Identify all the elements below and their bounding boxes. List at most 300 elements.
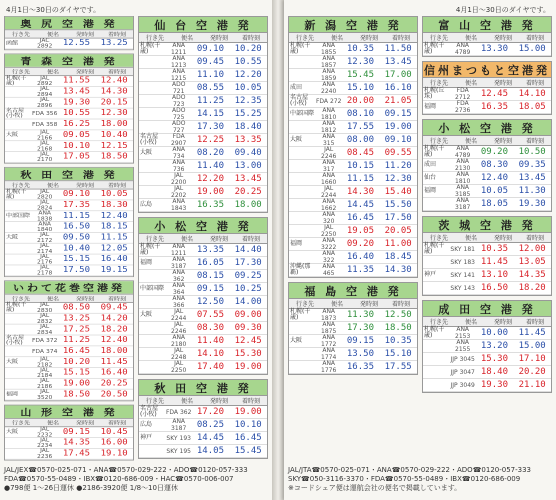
departure-time: 15.10 <box>346 83 374 93</box>
flight-number: JAL 3520 <box>37 388 53 401</box>
arrival-time: 18.50 <box>100 152 128 162</box>
flight-number: JAL 2232 <box>37 426 53 439</box>
arrival-time: 11.45 <box>100 357 128 367</box>
column-header: 行き先 <box>145 236 164 243</box>
departure-time: 14.45 <box>346 200 374 210</box>
destination: 札幌(千歳) <box>6 188 27 200</box>
column-header: 発時刻 <box>209 398 228 405</box>
flight-number: JAL 2168 <box>37 140 53 152</box>
section-title: いわて花巻空港発 <box>5 281 133 294</box>
column-header: 行き先 <box>295 35 314 42</box>
departure-time: 17.05 <box>62 152 90 162</box>
table-row <box>289 121 417 134</box>
section-title: 信州まつもと空港発 <box>424 63 550 77</box>
book-gutter <box>272 0 284 500</box>
table-row <box>5 211 133 222</box>
airport-section <box>422 16 552 57</box>
flight-number: JAL 2184 <box>37 367 53 379</box>
destination: 札幌(千歳) <box>424 42 445 55</box>
airport-section <box>138 16 268 213</box>
column-header: 着時刻 <box>241 35 260 42</box>
departure-time: 10.15 <box>346 161 374 171</box>
table-row <box>289 238 417 251</box>
column-header: 発時刻 <box>75 31 94 38</box>
arrival-time: 20.50 <box>100 390 128 399</box>
arrival-time: 18.45 <box>384 252 412 262</box>
column-header: 便名 <box>330 35 343 42</box>
table-row <box>5 255 133 266</box>
column-header: 便名 <box>464 319 477 326</box>
departure-time: 18.50 <box>62 390 90 399</box>
flight-number: JAL 2892 <box>37 75 53 87</box>
departure-time: 12.30 <box>346 57 374 67</box>
departure-time: 14.10 <box>196 349 224 359</box>
departure-time: 09.50 <box>62 233 90 243</box>
flight-number: ANA 317 <box>322 159 336 173</box>
destination: 成田 <box>290 84 303 91</box>
departure-time: 16.50 <box>62 222 90 232</box>
departure-time: 19.30 <box>480 380 508 390</box>
arrival-time: 09.55 <box>384 148 412 158</box>
arrival-time: 17.30 <box>234 258 262 268</box>
arrival-time: 10.45 <box>100 427 128 437</box>
left-column-1 <box>4 16 134 464</box>
flight-number: SKY 181 <box>450 245 475 253</box>
column-header: 行き先 <box>145 398 164 405</box>
table-row <box>289 95 417 108</box>
departure-time: 14.05 <box>196 446 224 456</box>
table-row <box>423 198 551 211</box>
column-header: 便名 <box>180 35 193 42</box>
flight-number: ADO 721 <box>171 81 186 95</box>
flight-number: ANA 1843 <box>171 198 187 212</box>
right-page <box>284 0 556 500</box>
flight-number: ANA 2155 <box>455 339 471 353</box>
flight-number: JAL 2894 <box>37 86 53 98</box>
departure-time: 16.50 <box>480 283 508 293</box>
arrival-time: 19.30 <box>518 199 546 209</box>
airport-section <box>422 119 552 212</box>
flight-number: SKY 183 <box>450 258 475 266</box>
departure-time: 08.20 <box>196 148 224 158</box>
departure-time: 19.00 <box>196 187 224 197</box>
table-row <box>5 314 133 325</box>
column-header: 行き先 <box>11 69 30 76</box>
departure-time: 17.40 <box>196 362 224 372</box>
departure-time: 15.45 <box>346 70 374 80</box>
arrival-time: 09.00 <box>234 310 262 320</box>
destination: 札幌(千歳) <box>6 75 27 87</box>
flight-number: ANA 734 <box>172 146 186 160</box>
arrival-time: 13.00 <box>234 161 262 171</box>
departure-time: 17.20 <box>196 407 224 417</box>
airport-section <box>422 61 552 115</box>
table-row <box>139 309 267 322</box>
table-row <box>289 361 417 374</box>
table-row <box>139 43 267 56</box>
departure-time: 08.25 <box>196 420 224 430</box>
departure-time: 10.20 <box>62 357 90 367</box>
destination: 福岡 <box>424 103 437 110</box>
arrival-time: 19.00 <box>234 407 262 417</box>
departure-time: 08.45 <box>346 148 374 158</box>
arrival-time: 10.35 <box>384 336 412 346</box>
flight-number: FDA 358 <box>31 121 58 128</box>
column-header: 行き先 <box>429 319 448 326</box>
table-row <box>139 244 267 257</box>
column-header: 便名 <box>464 35 477 42</box>
arrival-time: 15.40 <box>384 187 412 197</box>
flight-number: ANA 3187 <box>455 197 471 211</box>
column-header: 発時刻 <box>493 80 512 87</box>
flight-number: ANA 1774 <box>321 347 337 361</box>
column-header: 行き先 <box>295 301 314 308</box>
column-header: 発時刻 <box>493 235 512 242</box>
table-row <box>139 95 267 108</box>
destination: 大阪 <box>6 358 19 365</box>
departure-time: 11.15 <box>346 174 374 184</box>
departure-time: 14.35 <box>62 438 90 448</box>
departure-time: 17.25 <box>62 325 90 334</box>
flight-number: JAL 2834 <box>37 323 53 336</box>
flight-number: JAL 2182 <box>37 356 53 368</box>
table-row <box>5 303 133 314</box>
flight-number: JAL 2246 <box>321 146 337 160</box>
arrival-time: 14.30 <box>384 265 412 275</box>
departure-time: 13.35 <box>196 245 224 255</box>
departure-time: 14.15 <box>196 109 224 119</box>
table-row <box>5 379 133 390</box>
departure-time: 13.30 <box>480 44 508 54</box>
table-row <box>139 147 267 160</box>
arrival-time: 12.40 <box>100 336 128 345</box>
column-header: 行き先 <box>11 182 30 189</box>
footer-line: ●798便 1～26日運休 ●2186-3920便 1/8～10日運休 <box>4 484 178 492</box>
flight-number: FDA 362 <box>165 408 192 416</box>
destination: 大阪 <box>6 428 19 435</box>
table-row <box>139 108 267 121</box>
arrival-time: 11.15 <box>100 233 128 243</box>
date-note: 4月1日～30日のダイヤです。 <box>455 6 550 14</box>
table-row <box>5 427 133 438</box>
flight-number: ANA 736 <box>172 159 186 173</box>
arrival-time: 12.30 <box>384 174 412 184</box>
destination: 広島 <box>140 421 153 428</box>
table-row <box>5 335 133 346</box>
departure-time: 10.55 <box>62 109 90 118</box>
arrival-time: 14.35 <box>518 270 546 280</box>
flight-number: JAL 2824 <box>37 199 53 212</box>
column-header: 発時刻 <box>493 138 512 145</box>
destination: 大阪 <box>290 136 303 143</box>
destination: 成田 <box>424 161 437 168</box>
flight-number: ANA 1211 <box>171 243 187 257</box>
departure-time: 17.55 <box>346 122 374 132</box>
table-row <box>5 346 133 357</box>
departure-time: 09.20 <box>346 239 374 249</box>
destination: 大阪 <box>6 131 19 138</box>
arrival-time: 19.10 <box>100 449 128 459</box>
column-header: 着時刻 <box>525 35 544 42</box>
section-title: 奥 尻 空 港 発 <box>5 17 133 30</box>
departure-time: 09.15 <box>196 284 224 294</box>
departure-time: 11.35 <box>346 265 374 275</box>
flight-number: ANA 1662 <box>321 198 337 212</box>
table-row <box>289 335 417 348</box>
table-row <box>5 200 133 211</box>
departure-time: 11.10 <box>196 70 224 80</box>
flight-number: ANA 320 <box>322 211 336 225</box>
table-row <box>5 265 133 276</box>
destination: 広島 <box>140 201 153 208</box>
table-row <box>139 361 267 374</box>
arrival-time: 15.10 <box>384 349 412 359</box>
table-row <box>139 173 267 186</box>
table-row <box>5 325 133 336</box>
arrival-time: 20.15 <box>100 98 128 107</box>
departure-time: 17.45 <box>62 449 90 459</box>
column-header: 行き先 <box>11 31 30 38</box>
column-header: 便名 <box>464 138 477 145</box>
column-header: 着時刻 <box>525 235 544 242</box>
flight-number: ANA 1812 <box>321 120 337 134</box>
table-row <box>139 296 267 309</box>
destination: 札幌(丘珠) <box>424 87 445 100</box>
table-row <box>5 87 133 98</box>
flight-number: ANA 3222 <box>321 237 337 251</box>
arrival-time: 20.20 <box>518 367 546 377</box>
column-header: 行き先 <box>11 296 30 303</box>
table-row <box>289 264 417 277</box>
flight-number: JAL 2170 <box>37 151 53 163</box>
flight-number: FDA 356 <box>31 110 58 117</box>
table-row <box>289 225 417 238</box>
destination: 札幌(千歳) <box>290 308 311 321</box>
destination: 仙台 <box>424 174 437 181</box>
table-row <box>5 39 133 50</box>
footer-left <box>4 466 248 493</box>
arrival-time: 10.40 <box>100 131 128 140</box>
arrival-time: 14.30 <box>100 87 128 97</box>
arrival-time: 13.25 <box>100 39 128 48</box>
departure-time: 17.35 <box>62 201 90 210</box>
column-header: 発時刻 <box>75 296 94 303</box>
arrival-time: 17.50 <box>384 213 412 223</box>
table-row <box>289 69 417 82</box>
section-title: 福 島 空 港 発 <box>289 283 417 298</box>
arrival-time: 09.30 <box>234 323 262 333</box>
flight-number: FDA 2907 <box>171 133 187 147</box>
section-title: 秋 田 空 港 発 <box>139 380 267 395</box>
table-row <box>423 243 551 256</box>
arrival-time: 13.05 <box>518 257 546 267</box>
destination: 札幌(千歳) <box>140 42 161 55</box>
table-row <box>423 269 551 282</box>
column-header-row <box>5 29 133 38</box>
table-row <box>139 419 267 432</box>
departure-time: 12.25 <box>196 135 224 145</box>
destination: 札幌(千歳) <box>424 326 445 339</box>
departure-time: 08.30 <box>480 160 508 170</box>
destination: 福岡 <box>424 187 437 194</box>
departure-time: 11.25 <box>196 96 224 106</box>
arrival-time: 12.45 <box>234 336 262 346</box>
destination: 沖縄(那覇) <box>290 263 311 276</box>
table-row <box>5 152 133 163</box>
departure-time: 14.30 <box>346 187 374 197</box>
flight-number: FDA 272 <box>315 97 342 105</box>
flight-number: ANA 2180 <box>171 334 187 348</box>
column-header: 発時刻 <box>75 420 94 427</box>
table-row <box>5 244 133 255</box>
column-header: 発時刻 <box>493 35 512 42</box>
column-header: 着時刻 <box>525 319 544 326</box>
flight-number: ANA 1660 <box>321 172 337 186</box>
section-title: 成 田 空 港 発 <box>423 301 551 316</box>
departure-time: 10.05 <box>480 186 508 196</box>
arrival-time: 15.00 <box>518 44 546 54</box>
arrival-time: 15.00 <box>518 341 546 351</box>
footer-right <box>288 466 531 493</box>
flight-number: FDA 372 <box>31 337 58 344</box>
destination: 札幌(千歳) <box>140 243 161 256</box>
flight-number: SKY 193 <box>166 434 191 442</box>
arrival-time: 15.45 <box>234 446 262 456</box>
airport-section <box>422 216 552 296</box>
departure-time: 16.45 <box>346 213 374 223</box>
flight-number: ANA 1776 <box>321 360 337 374</box>
section-title: 青 森 空 港 発 <box>5 54 133 67</box>
destination: 札幌(千歳) <box>6 302 27 313</box>
arrival-time: 16.00 <box>100 438 128 448</box>
table-row <box>139 270 267 283</box>
column-header: 行き先 <box>429 35 448 42</box>
table-row <box>139 257 267 270</box>
departure-time: 14.45 <box>196 433 224 443</box>
departure-time: 09.20 <box>480 147 508 157</box>
column-header: 着時刻 <box>241 236 260 243</box>
departure-time: 13.10 <box>480 270 508 280</box>
arrival-time: 20.25 <box>100 379 128 388</box>
footer-line: JAL/JTA☎0570-025-071・ANA☎0570-029-222・ADO☎0120-057-333 <box>288 466 531 474</box>
column-header: 着時刻 <box>525 138 544 145</box>
table-row <box>423 159 551 172</box>
right-column-1 <box>288 16 418 379</box>
date-note: 4月1日～30日のダイヤです。 <box>6 6 101 14</box>
column-header: 着時刻 <box>241 398 260 405</box>
flight-number: ANA 3185 <box>455 184 471 198</box>
departure-time: 11.45 <box>480 257 508 267</box>
table-row <box>289 173 417 186</box>
arrival-time: 09.45 <box>100 303 128 313</box>
departure-time: 19.05 <box>346 226 374 236</box>
arrival-time: 09.15 <box>384 109 412 119</box>
arrival-time: 15.50 <box>384 200 412 210</box>
airport-section <box>4 16 134 50</box>
table-row <box>423 256 551 269</box>
departure-time: 08.30 <box>196 323 224 333</box>
column-header: 行き先 <box>429 138 448 145</box>
arrival-time: 17.10 <box>518 354 546 364</box>
section-title: 茨 城 空 港 発 <box>423 217 551 232</box>
flight-number: ANA 4789 <box>455 42 471 56</box>
flight-number: JAL 2896 <box>37 96 53 109</box>
airport-section <box>138 379 268 459</box>
departure-time: 12.40 <box>480 173 508 183</box>
column-header-row <box>5 418 133 427</box>
departure-time: 13.45 <box>62 87 90 97</box>
table-row <box>5 109 133 120</box>
arrival-time: 13.45 <box>384 57 412 67</box>
departure-time: 15.30 <box>480 354 508 364</box>
flight-number: JAL 2832 <box>37 312 53 325</box>
airport-section <box>288 282 418 375</box>
departure-time: 13.25 <box>62 314 90 323</box>
table-row <box>139 322 267 335</box>
flight-number: ANA 1211 <box>171 42 187 56</box>
column-header: 便名 <box>46 182 59 189</box>
flight-number: ANA 1857 <box>321 55 337 69</box>
arrival-time: 11.00 <box>384 239 412 249</box>
table-row <box>139 82 267 95</box>
arrival-time: 13.35 <box>234 135 262 145</box>
departure-time: 08.55 <box>196 83 224 93</box>
flight-number: JAL 2250 <box>171 360 187 374</box>
table-row <box>5 119 133 130</box>
destination: 神戸 <box>140 434 153 441</box>
departure-time: 19.00 <box>62 379 90 388</box>
arrival-time: 12.00 <box>518 244 546 254</box>
flight-number: ANA 1838 <box>37 210 53 222</box>
departure-time: 15.15 <box>62 368 90 378</box>
flight-number: ANA 2130 <box>455 158 471 172</box>
column-header: 行き先 <box>11 420 30 427</box>
column-header: 発時刻 <box>209 35 228 42</box>
flight-number: JAL 2200 <box>171 172 187 186</box>
departure-time: 11.40 <box>196 336 224 346</box>
table-row <box>5 98 133 109</box>
table-row <box>139 335 267 348</box>
flight-number: ANA 1810 <box>455 171 471 185</box>
arrival-time: 09.35 <box>518 160 546 170</box>
flight-number: ANA 465 <box>322 263 336 277</box>
arrival-time: 12.20 <box>234 70 262 80</box>
table-row <box>139 56 267 69</box>
flight-number: JJP 3045 <box>450 355 475 363</box>
arrival-time: 20.25 <box>234 187 262 197</box>
airport-section <box>4 405 134 461</box>
arrival-time: 18.40 <box>234 122 262 132</box>
flight-number: ANA 1772 <box>321 334 337 348</box>
table-row <box>289 186 417 199</box>
departure-time: 12.55 <box>62 39 90 48</box>
table-row <box>5 233 133 244</box>
table-row <box>289 309 417 322</box>
departure-time: 09.15 <box>346 336 374 346</box>
table-row <box>289 43 417 56</box>
departure-time: 16.40 <box>346 252 374 262</box>
flight-number: ANA 364 <box>172 282 186 296</box>
flight-number: ANA 322 <box>322 250 336 264</box>
flight-number: JJP 3047 <box>450 368 475 376</box>
departure-time: 12.50 <box>196 297 224 307</box>
departure-time: 12.20 <box>196 174 224 184</box>
table-row <box>289 348 417 361</box>
flight-number: ANA 1215 <box>171 68 187 82</box>
flight-number: JAC 2892 <box>37 37 53 50</box>
flight-number: ANA 1859 <box>321 68 337 82</box>
departure-time: 09.15 <box>62 427 90 437</box>
